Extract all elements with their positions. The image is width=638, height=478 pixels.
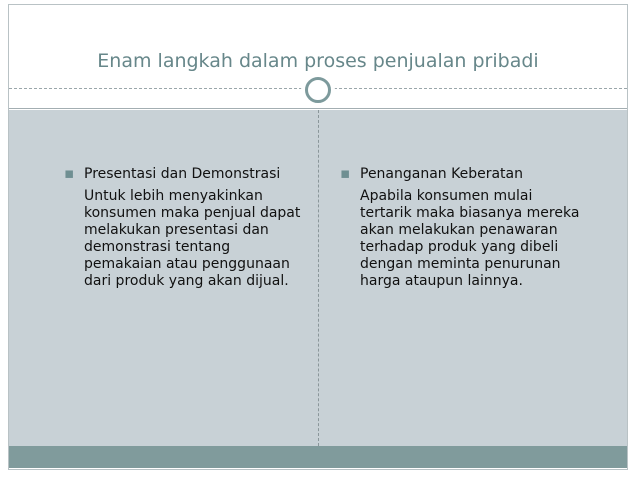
left-body-line: konsumen maka penjual dapat xyxy=(84,205,301,221)
right-heading-text: Penanganan Keberatan xyxy=(360,166,523,182)
right-body-line: terhadap produk yang dibeli xyxy=(360,239,559,255)
left-heading-text: Presentasi dan Demonstrasi xyxy=(84,166,281,182)
left-body-text xyxy=(84,188,314,290)
right-body-line: harga ataupun lainnya. xyxy=(360,273,523,289)
content-top-line xyxy=(9,108,627,109)
right-body-line: akan melakukan penawaran xyxy=(360,222,558,238)
left-body-line: dari produk yang akan dijual. xyxy=(84,273,289,289)
right-body-text xyxy=(360,188,600,290)
bullet-icon: ▪ xyxy=(64,164,75,182)
left-column xyxy=(64,166,314,290)
right-body-line: tertarik maka biasanya mereka xyxy=(360,205,580,221)
column-divider xyxy=(318,110,319,446)
left-body-line: demonstrasi tentang xyxy=(84,239,231,255)
left-body-line: melakukan presentasi dan xyxy=(84,222,269,238)
ring-ornament-icon xyxy=(301,73,335,107)
right-bullet-heading xyxy=(340,164,600,183)
ring-inner xyxy=(305,77,331,103)
right-column xyxy=(340,166,600,290)
footer-bar xyxy=(9,446,627,468)
slide-title: Enam langkah dalam proses penjualan pribadi xyxy=(97,50,539,72)
bullet-icon: ▪ xyxy=(340,164,351,182)
left-bullet-heading xyxy=(64,164,314,183)
left-body-line: Untuk lebih menyakinkan xyxy=(84,188,263,204)
left-body-line: pemakaian atau penggunaan xyxy=(84,256,290,272)
right-body-line: dengan meminta penurunan xyxy=(360,256,561,272)
right-body-line: Apabila konsumen mulai xyxy=(360,188,533,204)
